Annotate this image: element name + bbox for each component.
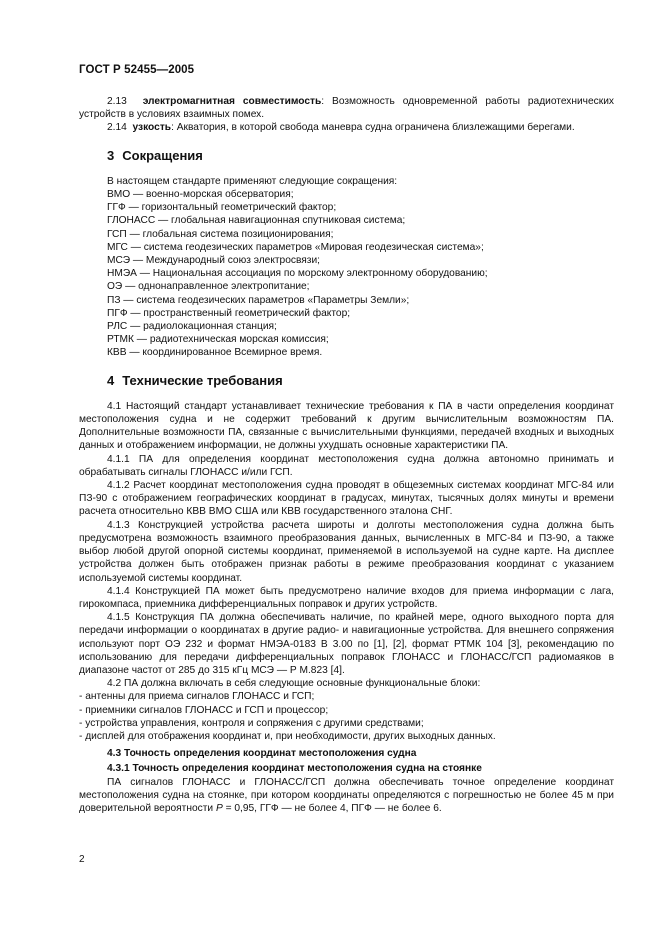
paragraph-4-1-3: 4.1.3 Конструкцией устройства расчета широты и долготы местоположения судна должна быть предусмотрена возможность взаимного преобразования данных, вычисленных в МГС-84 и ПЗ-90, а также выбор любой другой опорной системы координат, применяемой в используемой на судне карте. На дисплее устройства должен быть отображен признак работы в режиме преобразования координат с указанием используемой системы координат. (79, 519, 614, 584)
abbreviation-item: ГГФ — горизонтальный геометрический фактор; (107, 202, 337, 214)
abbreviation-item: НМЭА — Национальная ассоциация по морскому электронному оборудованию; (107, 268, 488, 280)
block-item: - антенны для приема сигналов ГЛОНАСС и ГСП; (79, 691, 315, 703)
term-definition: : Акватория, в которой свобода маневра судна ограничена близлежащими берегами. (171, 122, 575, 134)
subsection-4-3-1-heading: 4.3.1 Точность определения координат местоположения судна на стоянке (107, 763, 482, 775)
section-title: Сокращения (122, 147, 203, 163)
section-number: 3 (107, 147, 115, 163)
block-item: - устройства управления, контроля и сопряжения с другими средствами; (79, 717, 424, 729)
abbreviation-item: ПЗ — система геодезических параметров «Параметры Земли»; (107, 294, 410, 306)
section-3-heading (107, 149, 614, 162)
abbreviation-item: ГСП — глобальная система позиционирования; (107, 228, 334, 240)
paragraph-text: ПА сигналов ГЛОНАСС и ГЛОНАСС/ГСП должна обеспечивать точное определение координат местоположения судна на стоянке, при котором координаты определяются с погрешностью не более 45 м при доверительной вероятности (79, 776, 614, 814)
section-4-heading (107, 374, 614, 387)
section-number: 4 (107, 372, 115, 388)
abbreviation-item: МСЭ — Международный союз электросвязи; (107, 255, 320, 267)
document-body (79, 95, 614, 815)
paragraph-4-2: 4.2 ПА должна включать в себя следующие основные функциональные блоки: (107, 678, 481, 690)
term-2-13 (79, 95, 614, 121)
abbreviation-item: МГС — система геодезических параметров «Мировая геодезическая система»; (107, 241, 484, 253)
paragraph-4-1-1: 4.1.1 ПА для определения координат местоположения судна должна автономно принимать и обрабатывать сигналы ГЛОНАСС и/или ГСП. (79, 453, 614, 478)
abbreviation-item: РЛС — радиолокационная станция; (107, 321, 277, 333)
term-2-14 (79, 121, 614, 134)
abbreviations-list (79, 188, 614, 360)
abbreviation-item: ПГФ — пространственный геометрический фактор; (107, 307, 351, 319)
paragraph-4-1-4: 4.1.4 Конструкцией ПА может быть предусмотрено наличие входов для приема информации с лага, гирокомпаса, приемника дифференциальных поправок и других устройств. (79, 585, 614, 610)
section-title: Технические требования (122, 372, 283, 388)
abbreviation-item: ВМО — военно-морская обсерватория; (107, 189, 294, 201)
abbreviation-item: ОЭ — однонаправленное электропитание; (107, 281, 310, 293)
paragraph-4-1-2: 4.1.2 Расчет координат местоположения судна проводят в общеземных системах координат МГС-84 или ПЗ-90 с отображением географических координат в градусах, минутах, тысячных долях минуты и времени расчета относительно КВВ ВМО США или КВВ государственного эталона СНГ. (79, 480, 614, 518)
page-number: 2 (79, 854, 85, 865)
term-definition: : Возможность одновременной работы радиотехнических устройств в условиях взаимных помех. (79, 96, 614, 121)
paragraph-4-3-1 (79, 776, 614, 816)
paragraph-4-1: 4.1 Настоящий стандарт устанавливает технические требования к ПА в части определения координат местоположения судна и не содержит требований к другим вычислительным возможностям ПА. Дополнительные возможности ПА, связанные с вычислительными функциями, передачей входных и выходных данных и отображением информации, не должны ухудшать основные характеристики ПА. (79, 400, 614, 452)
term-number: 2.14 (107, 122, 127, 134)
paragraph-4-1-5: 4.1.5 Конструкция ПА должна обеспечивать наличие, по крайней мере, одного выходного порта для передачи информации о координатах в другие радио- и навигационные устройства. Для внешнего сопряжения используют порт ОЭ 232 и формат НМЭА-0183 В 3.00 по [1], [2], формат РТМК 104 [3], рекомендацию по использованию для передачи дифференциальных поправок ГЛОНАСС и ГЛОНАСС/ГСП радиомаяков в диапазоне частот от 285 до 315 кГц МСЭ — Р М.823 [4]. (79, 612, 614, 676)
abbreviations-intro: В настоящем стандарте применяют следующие сокращения: (107, 175, 398, 187)
term-name: узкость (132, 122, 172, 134)
abbreviation-item: ГЛОНАСС — глобальная навигационная спутниковая система; (107, 215, 406, 227)
paragraph-text: = 0,95, ГГФ — не более 4, ПГФ — не более 6. (222, 802, 442, 814)
block-item: - дисплей для отображения координат и, при необходимости, других выходных данных. (79, 730, 496, 742)
term-name: электромагнитная совместимость (142, 96, 322, 107)
block-item: - приемники сигналов ГЛОНАСС и ГСП и процессор; (79, 704, 329, 716)
term-number: 2.13 (107, 96, 127, 107)
abbreviation-item: РТМК — радиотехническая морская комиссия; (107, 334, 329, 346)
subsection-4-3-heading: 4.3 Точность определения координат местоположения судна (107, 748, 417, 760)
document-header: ГОСТ Р 52455—2005 (79, 64, 195, 76)
probability-symbol: Р (215, 802, 223, 814)
abbreviation-item: КВВ — координированное Всемирное время. (107, 347, 323, 359)
